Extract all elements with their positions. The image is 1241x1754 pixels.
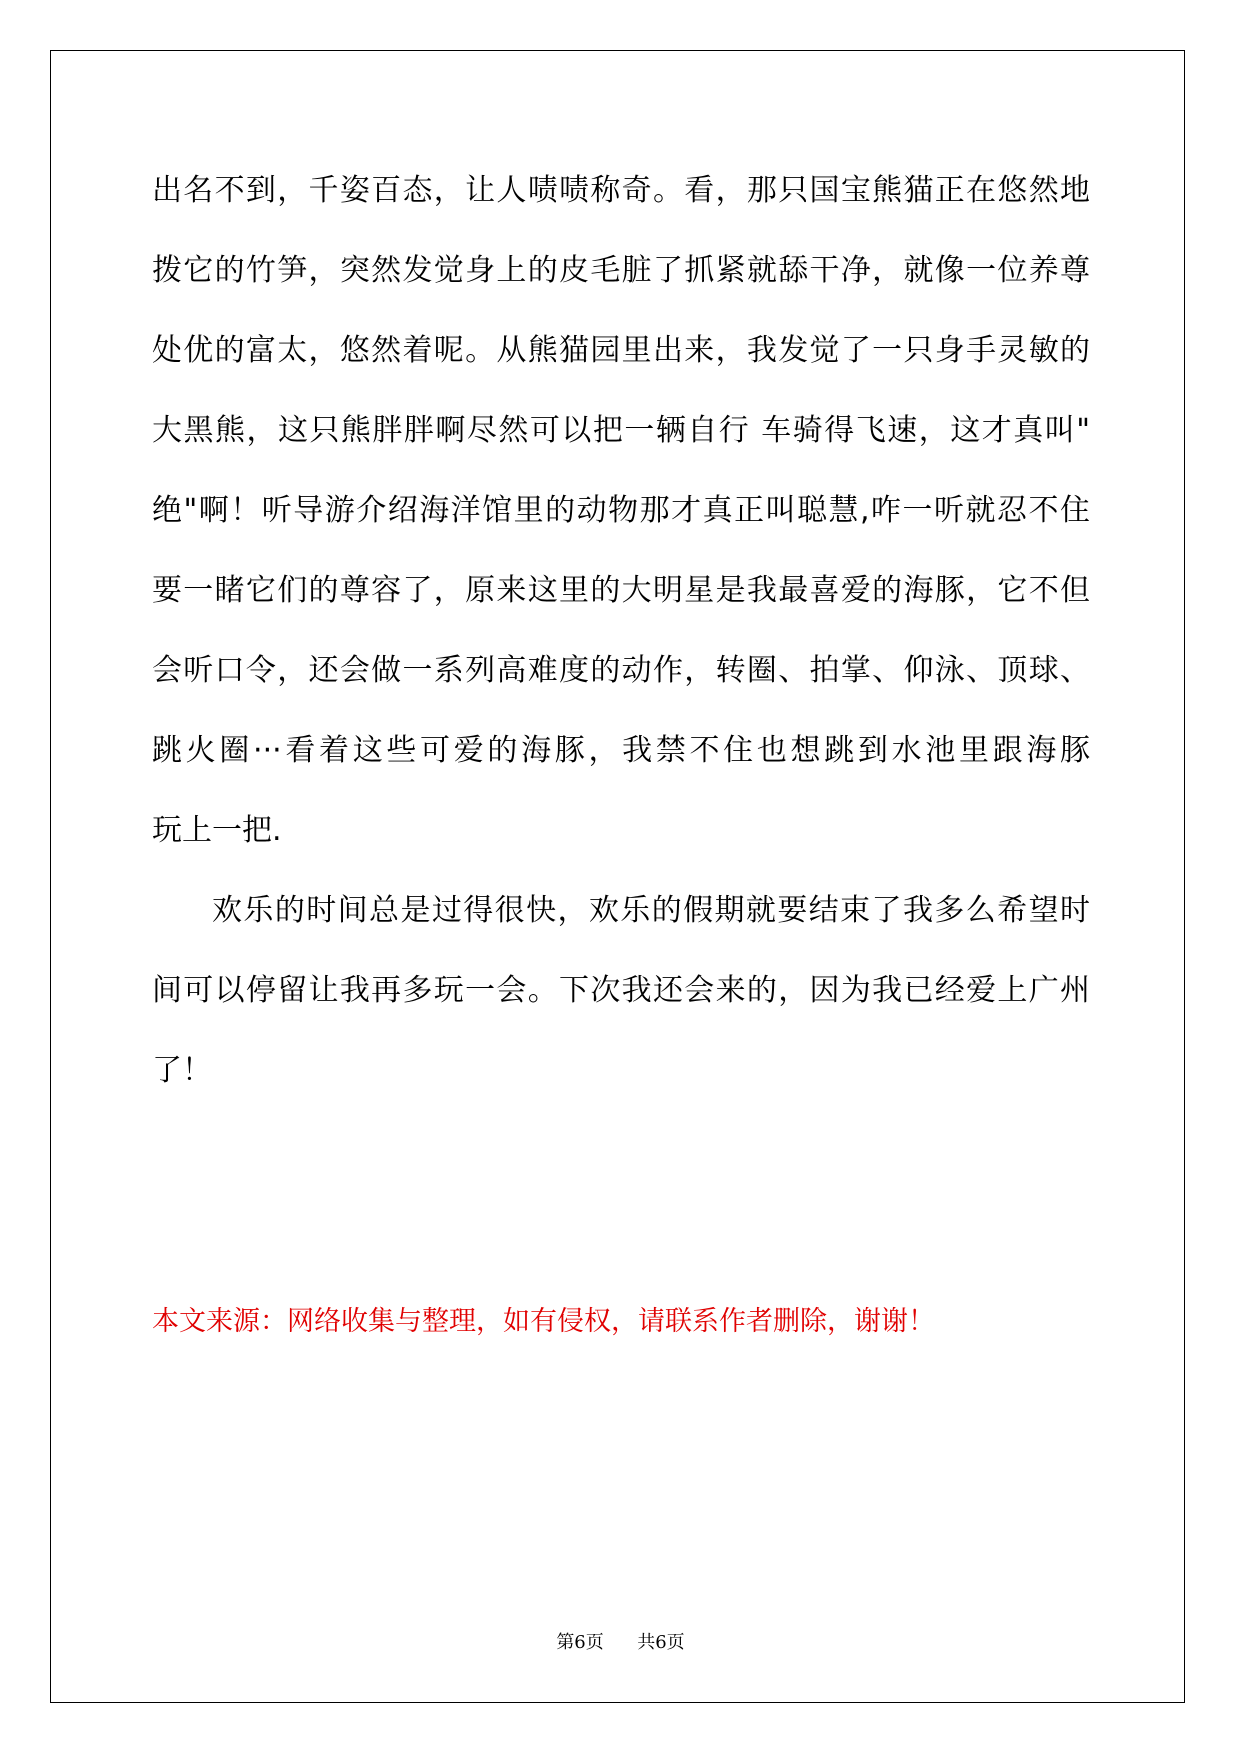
page-total: 共6页 xyxy=(637,1632,685,1653)
paragraph-line: 大黑熊，这只熊胖胖啊尽然可以把一辆自行 车骑得飞速，这才真叫" xyxy=(152,413,1090,448)
paragraph-line: 处优的富太，悠然着呢。从熊猫园里出来，我发觉了一只身手灵敏的 xyxy=(152,333,1090,368)
source-disclaimer: 本文来源：网络收集与整理，如有侵权，请联系作者删除，谢谢！ xyxy=(152,1306,935,1337)
paragraph-line: 绝"啊！听导游介绍海洋馆里的动物那才真正叫聪慧,咋一听就忍不住 xyxy=(152,493,1090,528)
page-border xyxy=(50,50,1185,1703)
paragraph-line: 会听口令，还会做一系列高难度的动作，转圈、拍掌、仰泳、顶球、 xyxy=(152,653,1090,688)
paragraph-line: 间可以停留让我再多玩一会。下次我还会来的，因为我已经爱上广州 xyxy=(152,973,1090,1008)
paragraph-line: 玩上一把. xyxy=(152,813,282,848)
paragraph-line: 欢乐的时间总是过得很快，欢乐的假期就要结束了我多么希望时 xyxy=(212,893,1090,928)
paragraph-line: 跳火圈···看着这些可爱的海豚，我禁不住也想跳到水池里跟海豚 xyxy=(152,733,1090,768)
paragraph-line: 了！ xyxy=(152,1053,212,1088)
paragraph-line: 拨它的竹笋，突然发觉身上的皮毛脏了抓紧就舔干净，就像一位养尊 xyxy=(152,253,1090,288)
paragraph-line: 要一睹它们的尊容了，原来这里的大明星是我最喜爱的海豚，它不但 xyxy=(152,573,1090,608)
page-footer xyxy=(0,1628,1241,1654)
page-number: 第6页 xyxy=(556,1632,604,1653)
paragraph-line: 出名不到，千姿百态，让人啧啧称奇。看，那只国宝熊猫正在悠然地 xyxy=(152,173,1090,208)
